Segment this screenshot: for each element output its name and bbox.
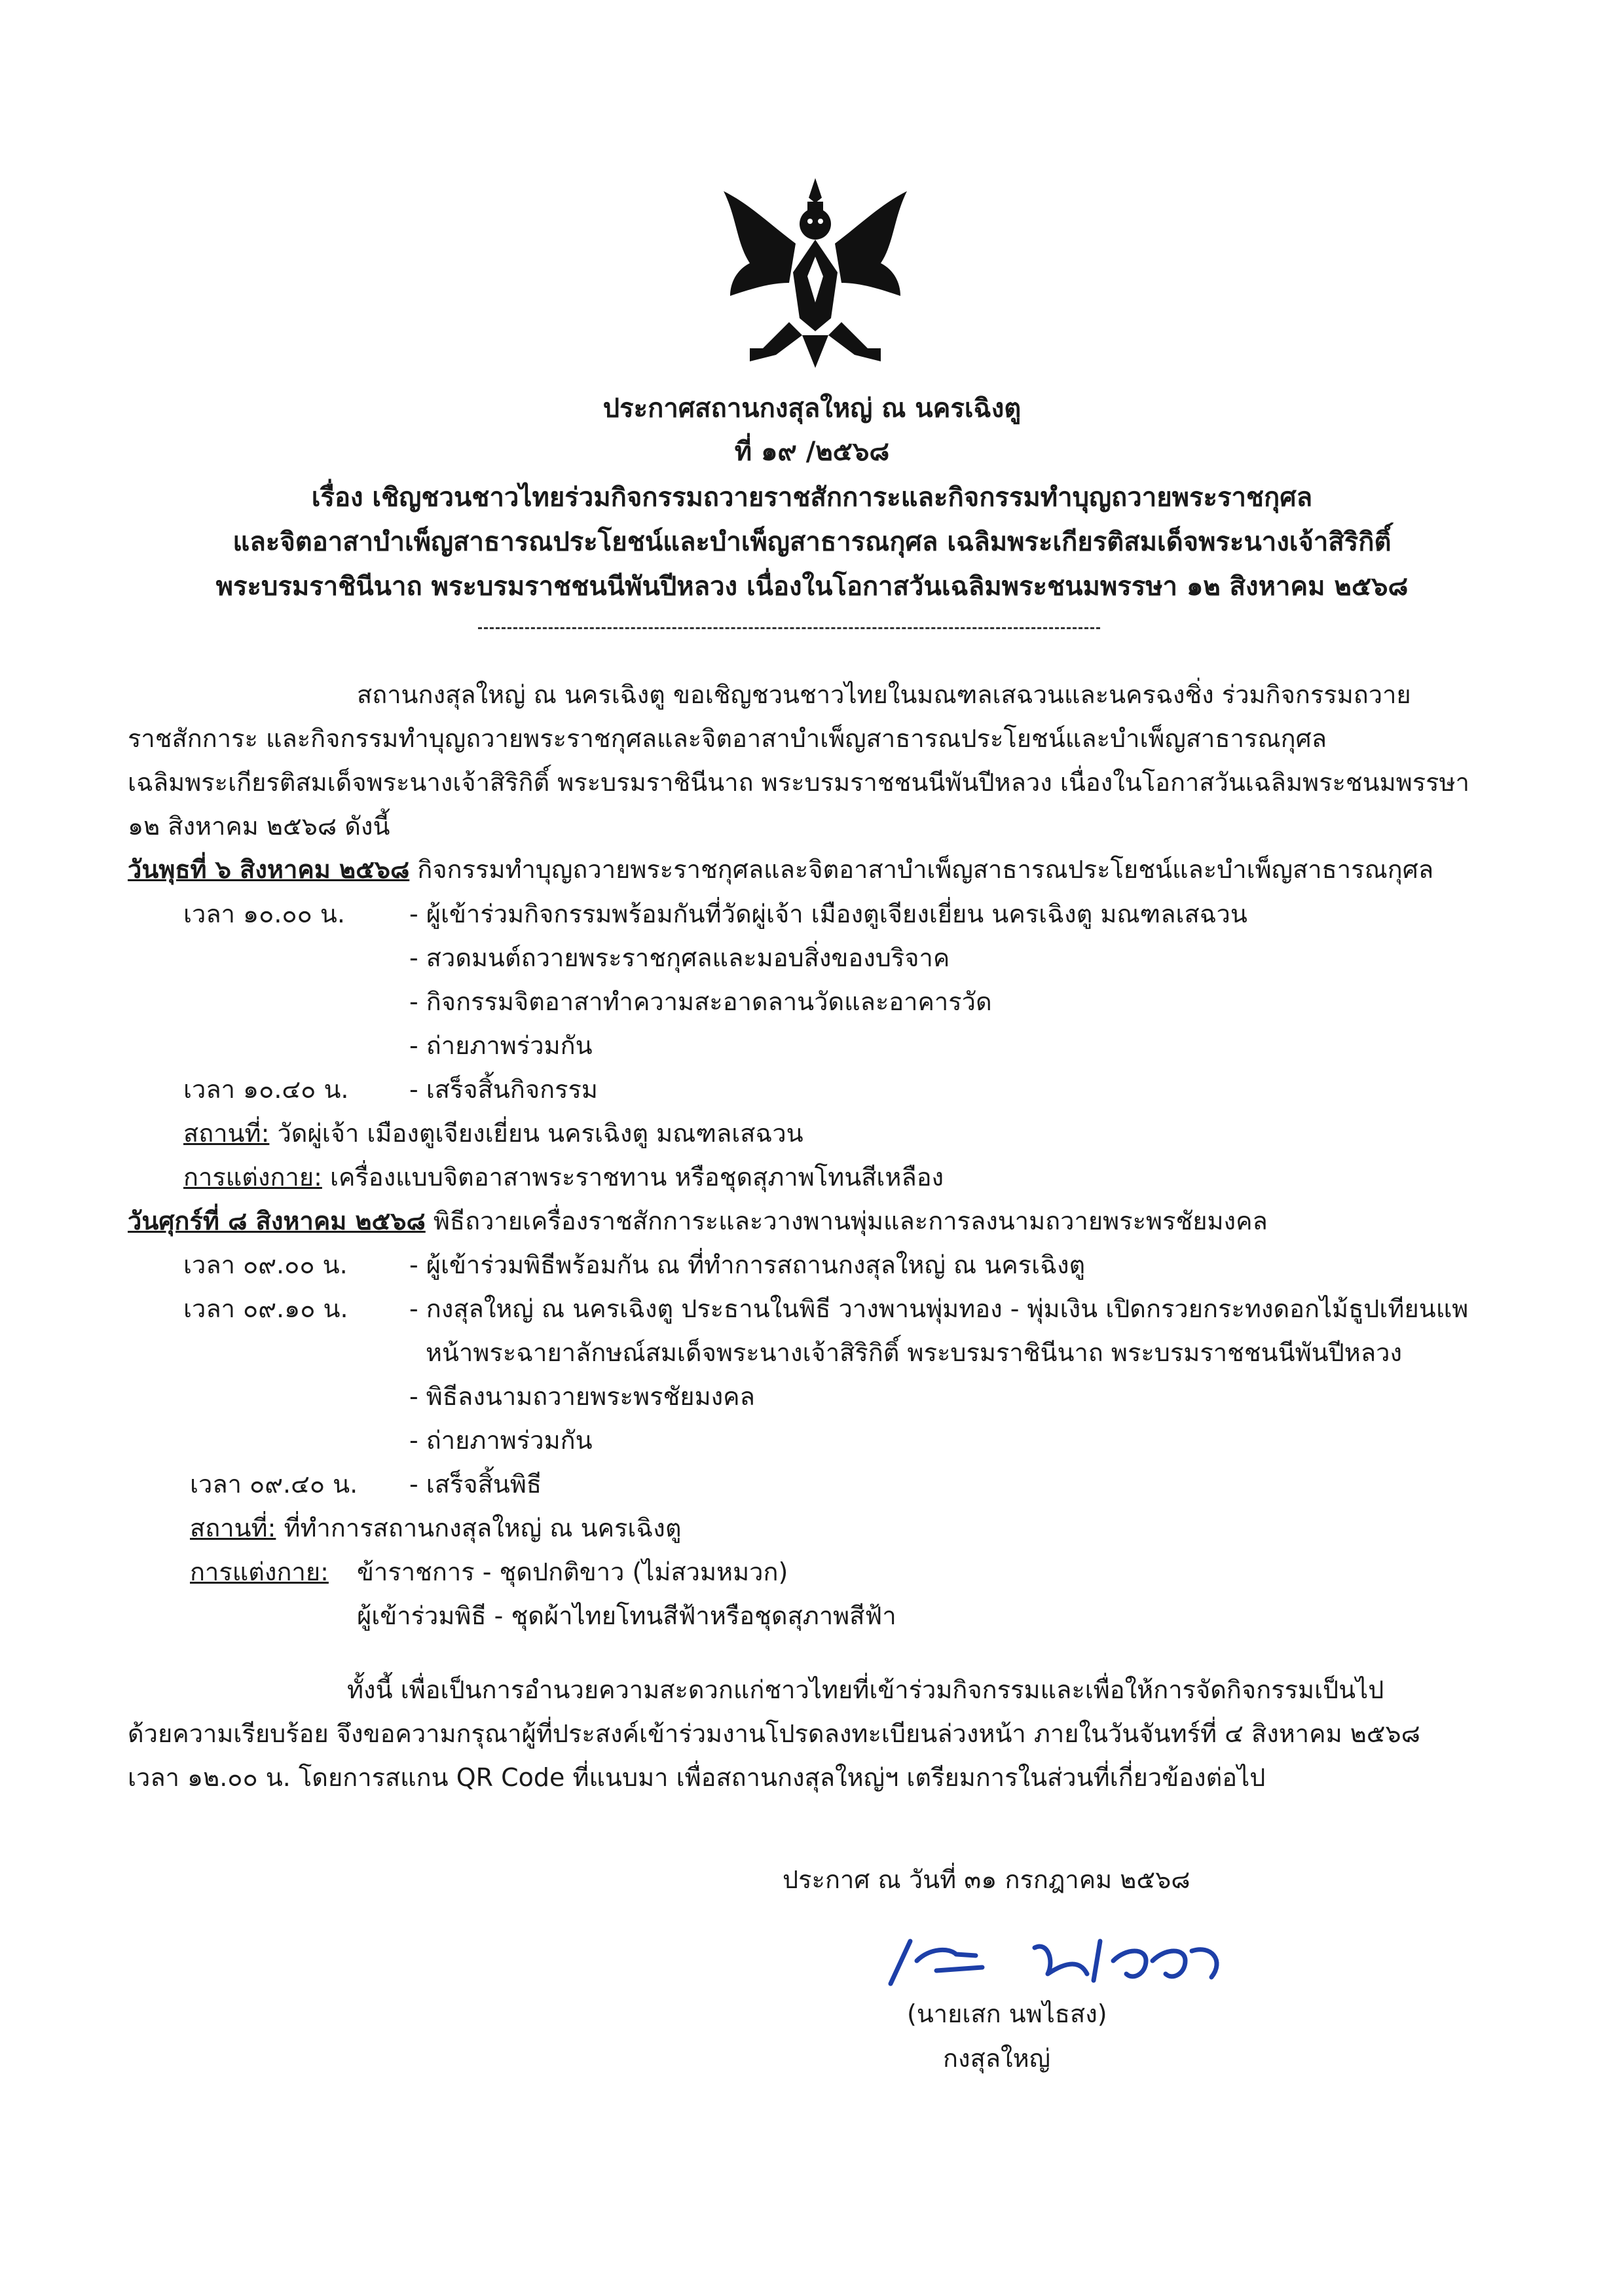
day1-title: กิจกรรมทำบุญถวายพระราชกุศลและจิตอาสาบำเพ็ญสาธารณประโยชน์และบำเพ็ญสาธารณกุศล (409, 855, 1434, 884)
day1-item-4: - ถ่ายภาพร่วมกัน (409, 1031, 593, 1060)
day1-item-2: - สวดมนต์ถวายพระราชกุศลและมอบสิ่งของบริจาค (409, 943, 950, 972)
day2-time-1: เวลา ๐๙.๐๐ น. (183, 1250, 348, 1279)
day2-item-2a: - กงสุลใหญ่ ณ นครเฉิงตู ประธานในพิธี วางพานพุ่มทอง - พุ่มเงิน เปิดกรวยกระทงดอกไม้ธูปเทียนแพ (409, 1294, 1469, 1323)
day1-date: วันพุธที่ ๖ สิงหาคม ๒๕๖๘ (128, 855, 410, 884)
day1-dress-value: เครื่องแบบจิตอาสาพระราชทาน หรือชุดสุภาพโทนสีเหลือง (322, 1163, 944, 1192)
day2-dress-label-text: การแต่งกาย: (190, 1558, 329, 1586)
signer-position: กงสุลใหญ่ (943, 2044, 1051, 2073)
day2-date: วันศุกร์ที่ ๘ สิงหาคม ๒๕๖๘ (128, 1207, 426, 1235)
day2-item-1: - ผู้เข้าร่วมพิธีพร้อมกัน ณ ที่ทำการสถานกงสุลใหญ่ ณ นครเฉิงตู (409, 1250, 1086, 1279)
day2-item-4: - ถ่ายภาพร่วมกัน (409, 1426, 593, 1455)
day1-time-2: เวลา ๑๐.๔๐ น. (183, 1075, 349, 1104)
day1-heading (128, 852, 1433, 886)
garuda-emblem-icon (710, 172, 920, 381)
closing-line-3: เวลา ๑๒.๐๐ น. โดยการสแกน QR Code ที่แนบมา เพื่อสถานกงสุลใหญ่ฯ เตรียมการในส่วนที่เกี่ยวข้องต่อไป (128, 1763, 1266, 1792)
day2-item-5: - เสร็จสิ้นพิธี (409, 1470, 542, 1499)
day2-place-value: ที่ทำการสถานกงสุลใหญ่ ณ นครเฉิงตู (276, 1514, 682, 1542)
signer-name: (นายเสก นพไธสง) (907, 1999, 1107, 2028)
day2-place-label: สถานที่: (190, 1514, 276, 1542)
intro-line-1: สถานกงสุลใหญ่ ณ นครเฉิงตู ขอเชิญชวนชาวไทยในมณฑลเสฉวนและนครฉงชิ่ง ร่วมกิจกรรมถวาย (357, 680, 1411, 709)
divider (478, 627, 1100, 629)
day2-dress-label (190, 1555, 329, 1589)
day1-item-5: - เสร็จสิ้นกิจกรรม (409, 1075, 598, 1104)
day2-item-3: - พิธีลงนามถวายพระพรชัยมงคล (409, 1382, 755, 1411)
day2-time-3: เวลา ๐๙.๔๐ น. (190, 1470, 358, 1499)
day1-dress (183, 1160, 944, 1194)
day1-place-label: สถานที่: (183, 1119, 270, 1148)
intro-line-2: ราชสักการะ และกิจกรรมทำบุญถวายพระราชกุศลและจิตอาสาบำเพ็ญสาธารณประโยชน์และบำเพ็ญสาธารณกุศล (128, 724, 1327, 753)
announcement-date: ประกาศ ณ วันที่ ๓๑ กรกฎาคม ๒๕๖๘ (783, 1865, 1190, 1894)
day2-dress-2: ผู้เข้าร่วมพิธี - ชุดผ้าไทยโทนสีฟ้าหรือชุดสุภาพสีฟ้า (357, 1601, 896, 1630)
closing-line-2: ด้วยความเรียบร้อย จึงขอความกรุณาผู้ที่ประสงค์เข้าร่วมงานโปรดลงทะเบียนล่วงหน้า ภายในวันจันทร์ที่ ๔ สิงหาคม ๒๕๖๘ (128, 1719, 1420, 1748)
day2-title: พิธีถวายเครื่องราชสักการะและวางพานพุ่มและการลงนามถวายพระพรชัยมงคล (425, 1207, 1268, 1235)
intro-line-4: ๑๒ สิงหาคม ๒๕๖๘ ดังนี้ (128, 812, 390, 841)
day2-dress-1: ข้าราชการ - ชุดปกติขาว (ไม่สวมหมวก) (357, 1558, 788, 1586)
subject-line-2: และจิตอาสาบำเพ็ญสาธารณประโยชน์และบำเพ็ญสาธารณกุศล เฉลิมพระเกียรติสมเด็จพระนางเจ้าสิริกิติ์ (232, 527, 1392, 557)
day1-item-1: - ผู้เข้าร่วมกิจกรรมพร้อมกันที่วัดผู่เจ้า เมืองตูเจียงเยี่ยน นครเฉิงตู มณฑลเสฉวน (409, 900, 1247, 928)
intro-line-3: เฉลิมพระเกียรติสมเด็จพระนางเจ้าสิริกิติ์ พระบรมราชินีนาถ พระบรมราชชนนีพันปีหลวง เนื่องในโอกาสวันเฉลิมพระชนมพรรษา (128, 768, 1469, 797)
day1-item-3: - กิจกรรมจิตอาสาทำความสะอาดลานวัดและอาคารวัด (409, 987, 992, 1016)
day1-place (183, 1116, 803, 1150)
document-number: ที่ ๑๙ /๒๕๖๘ (734, 437, 890, 467)
day1-place-value: วัดผู่เจ้า เมืองตูเจียงเยี่ยน นครเฉิงตู มณฑลเสฉวน (269, 1119, 803, 1148)
day1-dress-label: การแต่งกาย: (183, 1163, 322, 1192)
day2-time-2: เวลา ๐๙.๑๐ น. (183, 1294, 348, 1323)
day1-time-1: เวลา ๑๐.๐๐ น. (183, 900, 345, 928)
day2-place (190, 1511, 682, 1545)
day2-item-2b: หน้าพระฉายาลักษณ์สมเด็จพระนางเจ้าสิริกิติ์ พระบรมราชินีนาถ พระบรมราชชนนีพันปีหลวง (426, 1338, 1402, 1367)
handwritten-signature-icon (871, 1922, 1238, 2000)
subject-line-3: พระบรมราชินีนาถ พระบรมราชชนนีพันปีหลวง เนื่องในโอกาสวันเฉลิมพระชนมพรรษา ๑๒ สิงหาคม ๒๕๖๘ (215, 572, 1409, 602)
document-title: ประกาศสถานกงสุลใหญ่ ณ นครเฉิงตู (602, 393, 1022, 424)
subject-line-1: เรื่อง เชิญชวนชาวไทยร่วมกิจกรรมถวายราชสักการะและกิจกรรมทำบุญถวายพระราชกุศล (311, 483, 1313, 513)
day2-heading (128, 1204, 1268, 1238)
closing-line-1: ทั้งนี้ เพื่อเป็นการอำนวยความสะดวกแก่ชาวไทยที่เข้าร่วมกิจกรรมและเพื่อให้การจัดกิจกรรมเป็นไป (347, 1675, 1384, 1704)
